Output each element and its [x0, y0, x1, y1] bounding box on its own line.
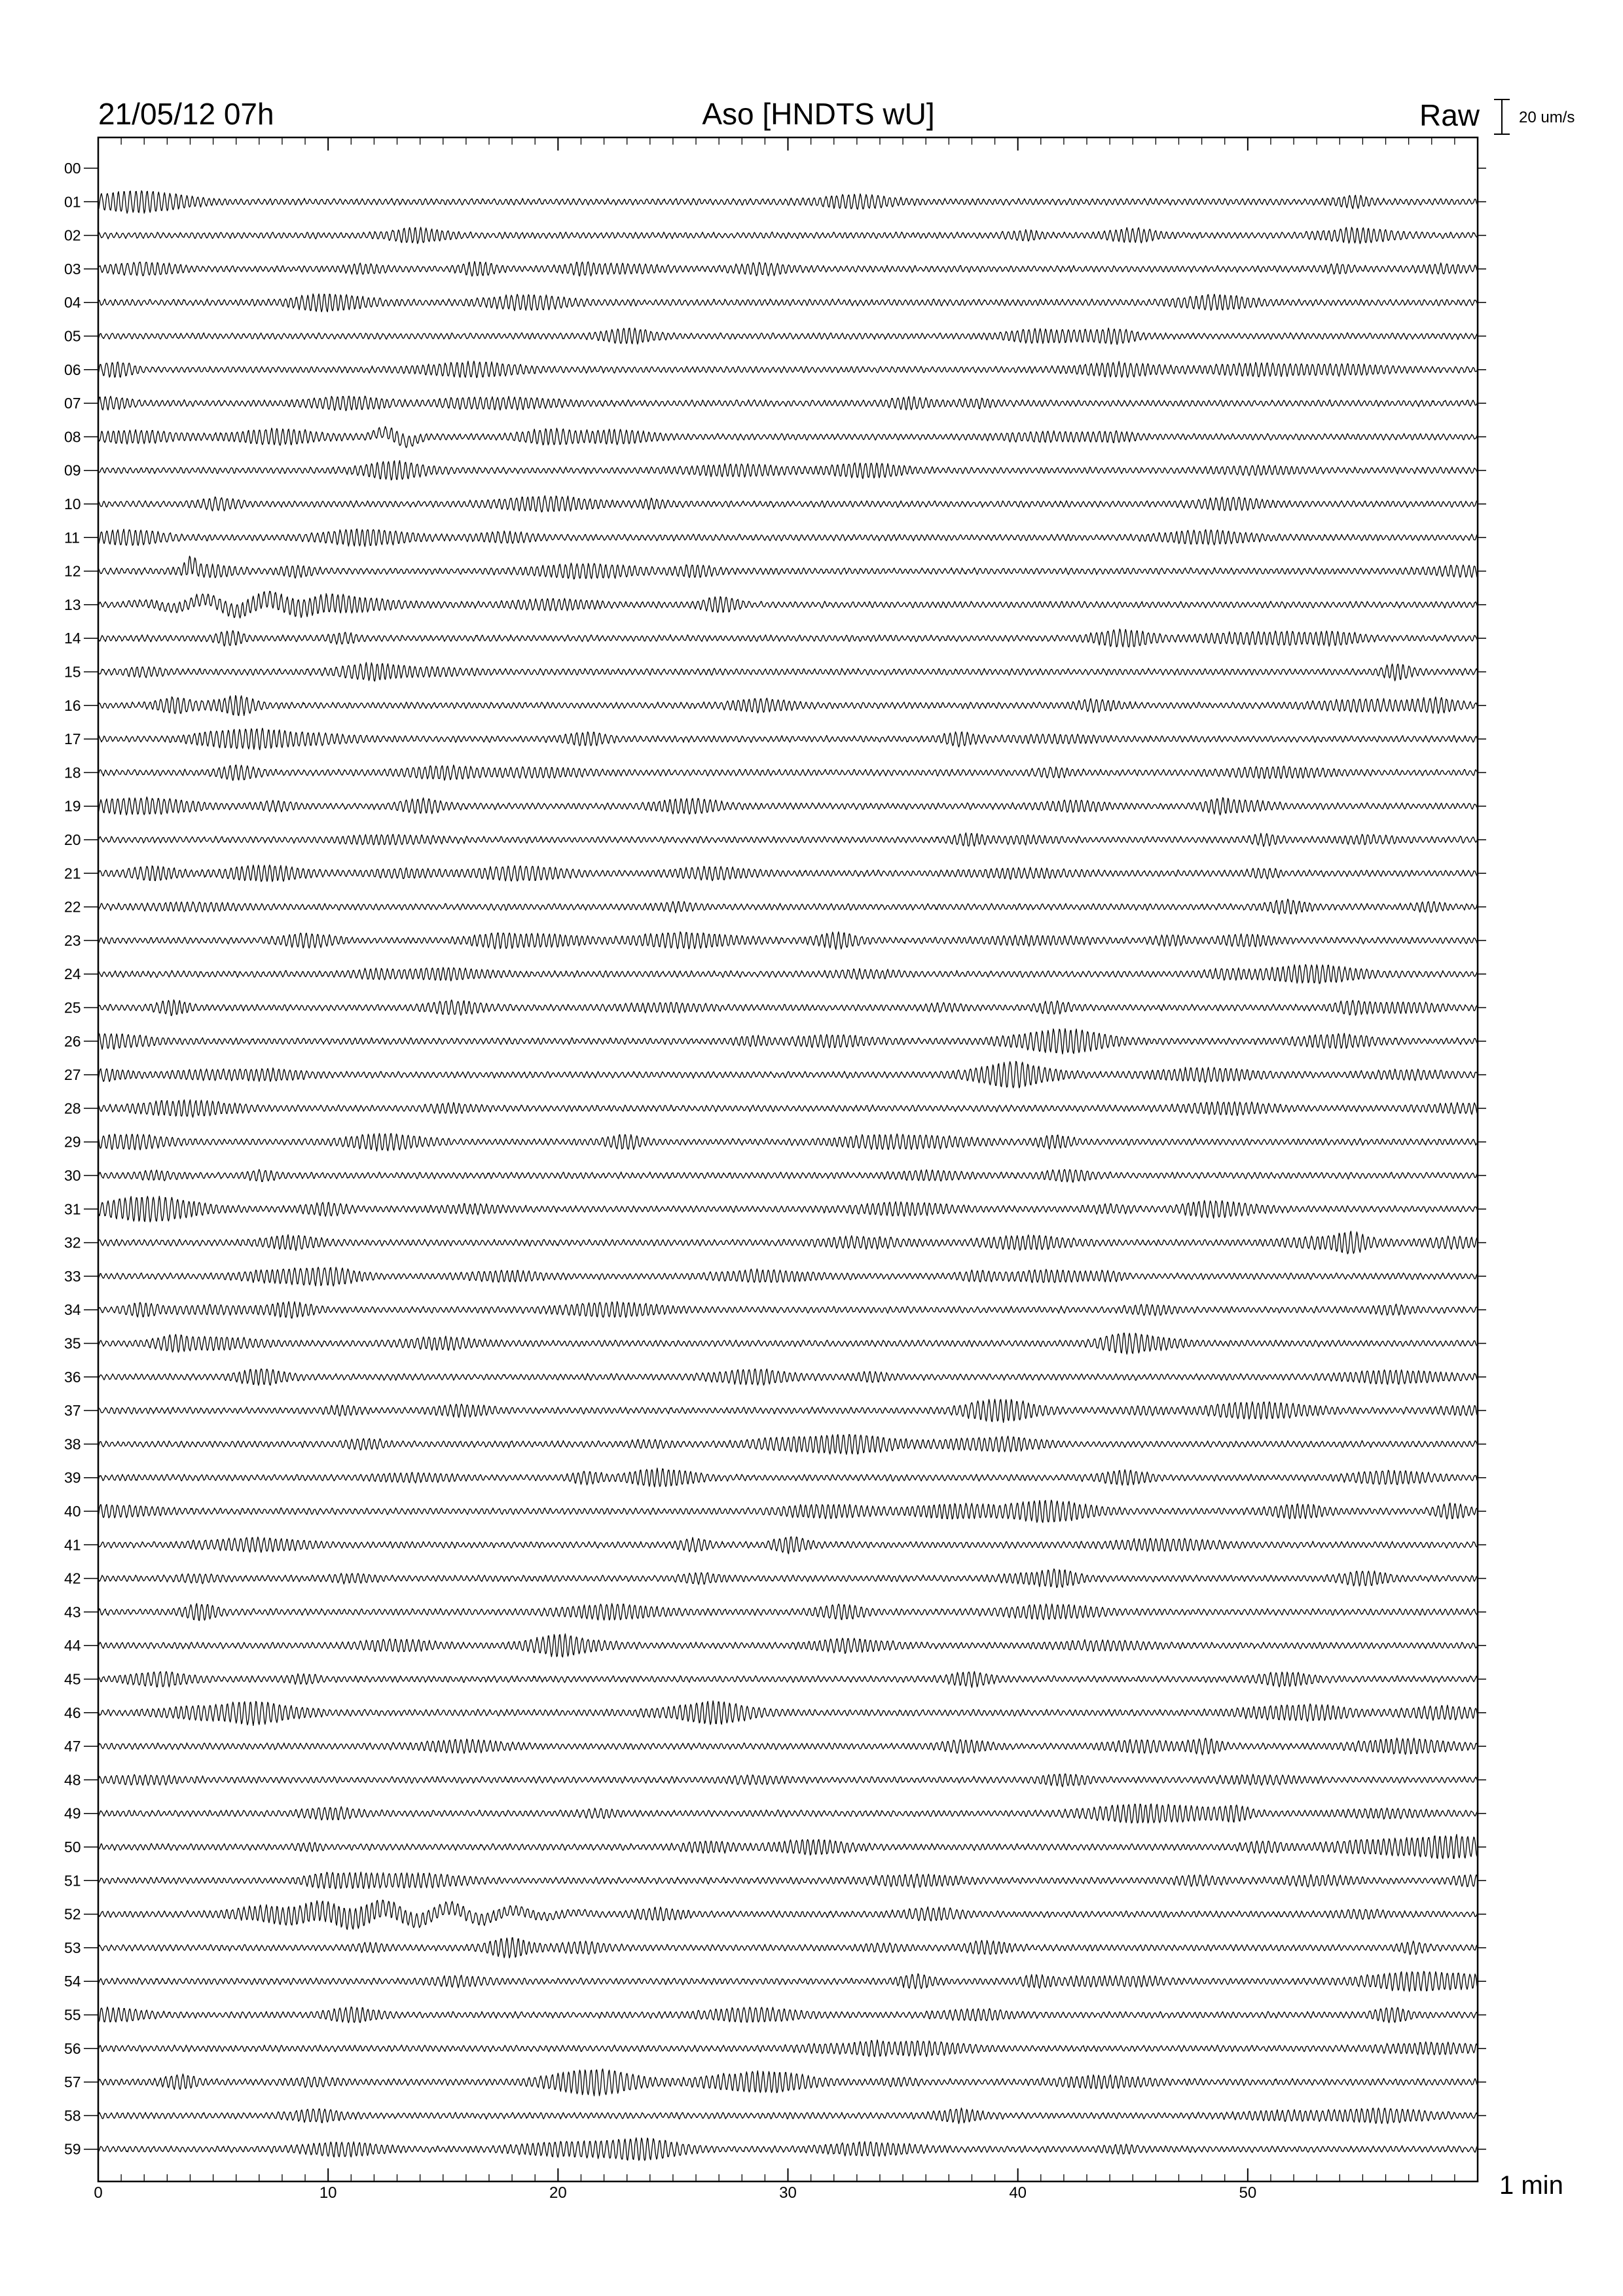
row-label: 38: [64, 1435, 81, 1453]
trace-row-55: [98, 2007, 1478, 2022]
row-label: 19: [64, 797, 81, 815]
mode-label: Raw: [1419, 98, 1480, 132]
row-label: 08: [64, 428, 81, 446]
row-label: 49: [64, 1804, 81, 1822]
trace-row-59: [98, 2138, 1478, 2161]
trace-row-04: [98, 294, 1478, 312]
trace-row-56: [98, 2040, 1478, 2057]
trace-row-32: [98, 1231, 1478, 1254]
trace-row-05: [98, 328, 1478, 344]
row-label: 31: [64, 1200, 81, 1218]
row-label: 22: [64, 898, 81, 916]
trace-row-13: [98, 591, 1478, 618]
row-label: 46: [64, 1704, 81, 1721]
row-label: 16: [64, 696, 81, 714]
trace-row-39: [98, 1468, 1478, 1487]
trace-row-53: [98, 1938, 1478, 1958]
trace-row-51: [98, 1872, 1478, 1889]
trace-row-07: [98, 396, 1478, 410]
trace-row-11: [98, 529, 1478, 547]
trace-row-01: [98, 190, 1478, 213]
row-label: 33: [64, 1267, 81, 1285]
row-label: 14: [64, 630, 81, 647]
trace-row-02: [98, 227, 1478, 243]
trace-row-15: [98, 662, 1478, 681]
row-label: 18: [64, 764, 81, 781]
row-label: 17: [64, 730, 81, 748]
row-label: 41: [64, 1536, 81, 1554]
trace-row-25: [98, 1000, 1478, 1016]
row-label: 54: [64, 1973, 81, 1990]
trace-row-43: [98, 1604, 1478, 1621]
trace-row-42: [98, 1569, 1478, 1588]
trace-row-35: [98, 1333, 1478, 1354]
row-label: 11: [64, 529, 80, 547]
minute-tick-labels: [94, 2184, 1256, 2202]
traces: [98, 190, 1478, 2161]
row-label: 48: [64, 1771, 81, 1789]
trace-row-58: [98, 2108, 1478, 2124]
row-label: 04: [64, 294, 81, 312]
trace-row-33: [98, 1267, 1478, 1286]
row-label: 10: [64, 495, 81, 512]
row-label: 32: [64, 1234, 81, 1251]
trace-row-10: [98, 495, 1478, 512]
trace-row-06: [98, 361, 1478, 378]
row-label: 00: [64, 160, 81, 177]
row-label: 30: [64, 1167, 81, 1184]
trace-row-14: [98, 629, 1478, 647]
trace-row-22: [98, 899, 1478, 914]
trace-row-16: [98, 696, 1478, 716]
trace-row-27: [98, 1062, 1478, 1088]
x-tick-label: 0: [94, 2184, 103, 2202]
row-label: 20: [64, 831, 81, 848]
row-label: 55: [64, 2006, 81, 2024]
trace-row-36: [98, 1369, 1478, 1385]
trace-row-26: [98, 1029, 1478, 1054]
row-label: 56: [64, 2039, 81, 2057]
plot-frame: [98, 137, 1478, 2181]
row-label: 23: [64, 931, 81, 949]
row-label: 44: [64, 1637, 81, 1655]
x-tick-label: 40: [1009, 2184, 1027, 2202]
row-label: 15: [64, 663, 81, 681]
row-label: 26: [64, 1032, 81, 1050]
row-label: 01: [64, 193, 81, 211]
row-label: 28: [64, 1100, 81, 1117]
x-tick-label: 50: [1239, 2184, 1257, 2202]
x-unit-label: 1 min: [1499, 2171, 1563, 2200]
trace-row-18: [98, 765, 1478, 781]
row-label: 52: [64, 1905, 81, 1923]
row-label: 21: [64, 865, 81, 882]
row-label: 51: [64, 1872, 81, 1890]
trace-row-40: [98, 1500, 1478, 1522]
row-label: 39: [64, 1469, 81, 1486]
trace-row-46: [98, 1701, 1478, 1726]
trace-row-12: [98, 556, 1478, 579]
row-label: 40: [64, 1503, 81, 1520]
trace-row-30: [98, 1170, 1478, 1183]
trace-row-23: [98, 932, 1478, 950]
row-label: 12: [64, 562, 81, 580]
trace-row-08: [98, 427, 1478, 448]
row-label: 42: [64, 1570, 81, 1587]
row-label: 35: [64, 1335, 81, 1352]
row-labels: [64, 160, 1486, 2158]
trace-row-28: [98, 1100, 1478, 1117]
row-label: 43: [64, 1603, 81, 1621]
row-label: 36: [64, 1368, 81, 1386]
trace-row-44: [98, 1634, 1478, 1657]
trace-row-52: [98, 1900, 1478, 1929]
trace-row-45: [98, 1672, 1478, 1687]
trace-row-47: [98, 1738, 1478, 1755]
row-label: 34: [64, 1301, 81, 1319]
trace-row-20: [98, 833, 1478, 847]
datetime-label: 21/05/12 07h: [98, 97, 274, 131]
trace-row-50: [98, 1835, 1478, 1859]
trace-row-17: [98, 728, 1478, 750]
trace-row-54: [98, 1971, 1478, 1992]
row-label: 24: [64, 965, 81, 983]
station-title: Aso [HNDTS wU]: [702, 97, 935, 131]
trace-row-21: [98, 865, 1478, 882]
row-label: 02: [64, 226, 81, 244]
amplitude-scale-bar: [1494, 99, 1510, 134]
row-label: 59: [64, 2140, 81, 2158]
trace-row-41: [98, 1537, 1478, 1554]
row-label: 09: [64, 461, 81, 479]
x-tick-label: 20: [549, 2184, 567, 2202]
trace-row-48: [98, 1774, 1478, 1787]
row-label: 45: [64, 1670, 81, 1688]
trace-row-37: [98, 1399, 1478, 1422]
row-label: 03: [64, 260, 81, 278]
trace-row-03: [98, 262, 1478, 276]
row-label: 58: [64, 2107, 81, 2125]
row-label: 25: [64, 999, 81, 1016]
trace-row-38: [98, 1435, 1478, 1454]
trace-row-57: [98, 2069, 1478, 2096]
trace-row-34: [98, 1302, 1478, 1318]
amplitude-scale-label: 20 um/s: [1519, 109, 1575, 126]
row-label: 47: [64, 1738, 81, 1755]
row-label: 27: [64, 1066, 81, 1084]
row-label: 50: [64, 1839, 81, 1856]
trace-row-29: [98, 1134, 1478, 1151]
row-label: 06: [64, 361, 81, 378]
minute-ticks: [98, 137, 1478, 2181]
trace-row-24: [98, 965, 1478, 984]
x-tick-label: 30: [779, 2184, 797, 2202]
trace-row-31: [98, 1196, 1478, 1222]
trace-row-09: [98, 461, 1478, 480]
row-label: 29: [64, 1133, 81, 1151]
row-label: 05: [64, 327, 81, 345]
row-label: 57: [64, 2073, 81, 2091]
row-label: 13: [64, 596, 81, 613]
row-label: 07: [64, 395, 81, 412]
x-tick-label: 10: [319, 2184, 337, 2202]
row-label: 53: [64, 1939, 81, 1956]
row-label: 37: [64, 1402, 81, 1420]
trace-row-49: [98, 1804, 1478, 1823]
trace-row-19: [98, 797, 1478, 816]
